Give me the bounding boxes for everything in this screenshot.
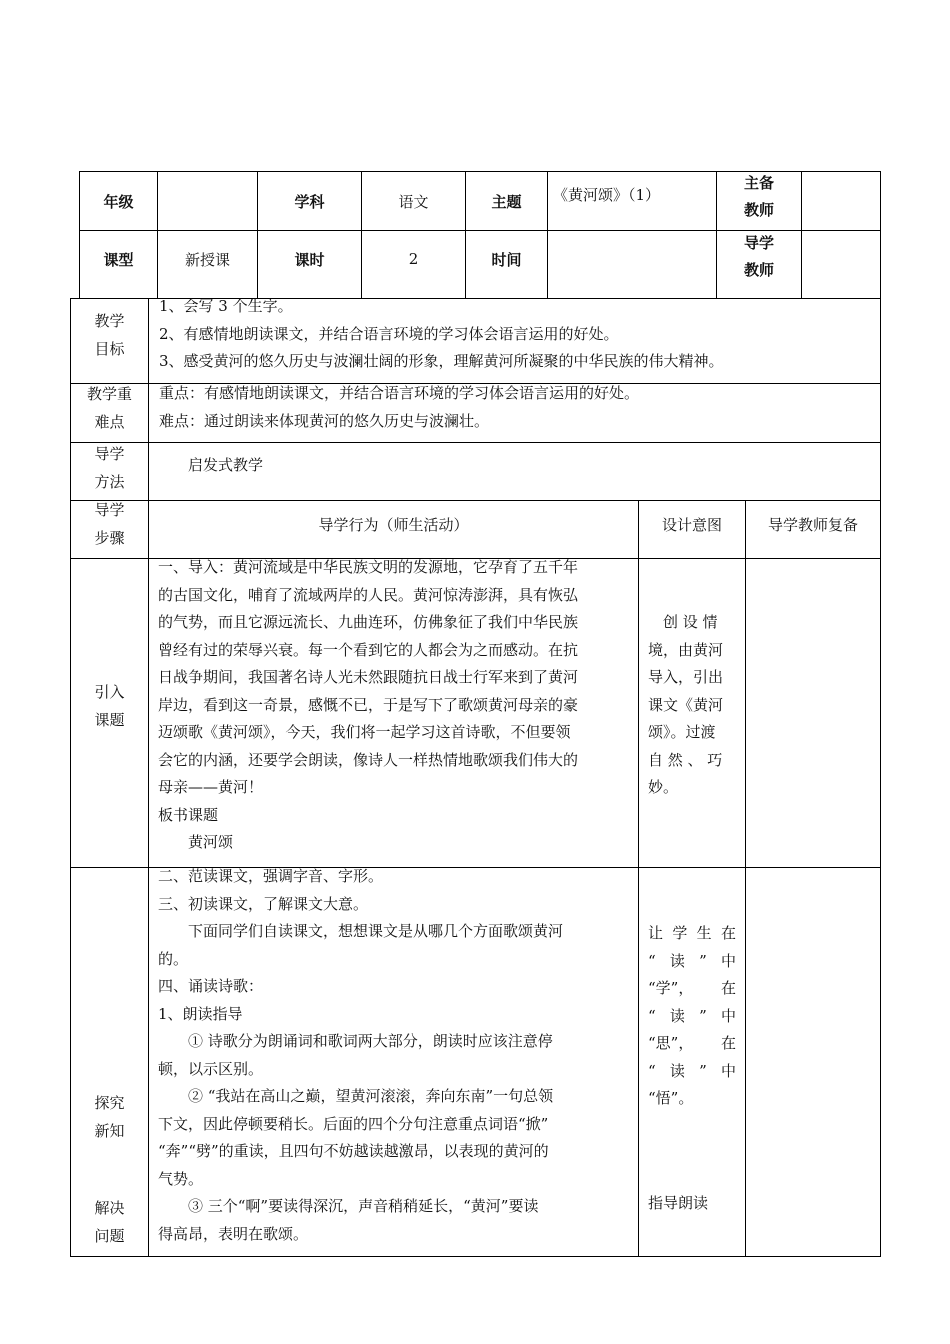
intent-line: 颂》。过渡 xyxy=(648,723,716,741)
lead-teacher-value xyxy=(802,172,880,230)
key-points-label: 教学重 难点 xyxy=(86,385,132,431)
time-value xyxy=(548,231,716,287)
intro-intent xyxy=(648,609,723,802)
intent-line: “悟”。 xyxy=(648,1089,694,1107)
goals-label: 教学 目标 xyxy=(94,312,125,358)
goal-item: 1、会写 3 个生字。 xyxy=(159,297,293,315)
intro-label: 引入 课题 xyxy=(94,683,125,729)
subject-value: 语文 xyxy=(398,192,429,211)
solve-label: 解决 问题 xyxy=(94,1199,125,1245)
explore-line: 下面同学们自读课文，想想课文是从哪几个方面歌颂黄河 xyxy=(158,922,564,940)
intro-line: 日战争期间，我国著名诗人光未然跟随抗日战士行军来到了黄河 xyxy=(158,668,579,686)
topic-label: 主题 xyxy=(491,192,522,211)
intent-line: 导入，引出 xyxy=(648,668,724,686)
grade-label: 年级 xyxy=(103,192,134,211)
difficulty-text: 难点：通过朗读来体现黄河的悠久历史与波澜壮。 xyxy=(159,411,490,430)
intro-text xyxy=(158,554,578,857)
intro-line: 迈颂歌《黄河颂》，今天，我们将一起学习这首诗歌，不但要领 xyxy=(158,723,571,741)
lesson-type-value: 新授课 xyxy=(184,250,230,269)
explore-line: 三、初读课文，了解课文大意。 xyxy=(158,894,369,913)
periods-value: 2 xyxy=(408,250,419,268)
intro-line: 曾经有过的荣辱兴衰。每一个看到它的人都会为之而感动。在抗 xyxy=(158,640,579,659)
explore-label: 探究 新知 xyxy=(94,1094,125,1140)
explore-text xyxy=(158,863,563,1248)
intent-line: “ 读 ” 中 xyxy=(648,1061,736,1080)
intent-line: 课文《黄河 xyxy=(648,695,724,714)
explore-line: 下文，因此停顿要稍长。后面的四个分句注意重点词语“掀” xyxy=(158,1114,549,1133)
intent-line: “ 读 ” 中 xyxy=(648,951,736,970)
explore-intent xyxy=(648,920,736,1113)
explore-line: 得高昂，表明在歌颂。 xyxy=(158,1224,309,1243)
explore-line: 四、诵读诗歌： xyxy=(158,977,264,995)
intent-line: “ 读 ” 中 xyxy=(648,1006,736,1025)
intent-header: 设计意图 xyxy=(661,515,722,534)
grade-value xyxy=(158,172,257,230)
intro-line: 母亲——黄河！ xyxy=(158,778,264,796)
explore-line: 1、朗读指导 xyxy=(158,1004,243,1023)
intent-line: “思”， 在 xyxy=(648,1034,736,1052)
intent-line: 自 然 、 巧 xyxy=(648,750,723,769)
key-points-text xyxy=(159,380,639,435)
activity-header: 导学行为（师生活动） xyxy=(318,515,469,534)
review-header: 导学教师复备 xyxy=(767,515,858,534)
explore-intent-guide: 指导朗读 xyxy=(648,1194,709,1212)
explore-line: ③ 三个“啊”要读得深沉，声音稍稍延长，“黄河”要读 xyxy=(158,1197,539,1215)
focus-text: 重点：有感情地朗读课文，并结合语言环境的学习体会语言运用的好处。 xyxy=(159,384,640,402)
intro-line: 的气势，而且它源远流长、九曲连环，仿佛象征了我们中华民族 xyxy=(158,613,579,631)
lead-teacher-label: 主备 教师 xyxy=(743,174,774,219)
intro-line: 会它的内涵，还要学会朗读，像诗人一样热情地歌颂我们伟大的 xyxy=(158,750,579,769)
method-label: 导学 方法 xyxy=(94,445,125,491)
explore-line: “奔”“劈”的重读，且四句不妨越读越激昂，以表现的黄河的 xyxy=(158,1142,549,1160)
subject-label: 学科 xyxy=(294,192,325,211)
explore-line: 的。 xyxy=(158,949,189,968)
intro-line: 黄河颂 xyxy=(158,833,234,851)
explore-line: ② “我站在高山之巅，望黄河滚滚，奔向东南”一句总领 xyxy=(158,1087,554,1105)
explore-line: 二、范读课文，强调字音、字形。 xyxy=(158,867,384,885)
explore-line: 气势。 xyxy=(158,1169,204,1188)
explore-line: 顿，以示区别。 xyxy=(158,1059,264,1078)
intent-line: 让 学 生 在 xyxy=(648,924,736,942)
intro-line: 板书课题 xyxy=(158,805,219,824)
intro-line: 的古国文化，哺育了流域两岸的人民。黄河惊涛澎湃，具有恢弘 xyxy=(158,585,579,604)
goal-item: 3、感受黄河的悠久历史与波澜壮阔的形象，理解黄河所凝聚的中华民族的伟大精神。 xyxy=(159,352,724,370)
topic-value: 《黄河颂》（1） xyxy=(553,186,661,204)
time-label: 时间 xyxy=(491,250,522,269)
goals-list xyxy=(159,293,724,376)
intent-line: 创 设 情 xyxy=(648,613,718,631)
goal-item: 2、有感情地朗读课文，并结合语言环境的学习体会语言运用的好处。 xyxy=(159,324,619,343)
intent-line: 境，由黄河 xyxy=(648,640,724,659)
periods-label: 课时 xyxy=(294,250,325,269)
intro-line: 一、导入：黄河流域是中华民族文明的发源地，它孕育了五千年 xyxy=(158,558,579,576)
guide-teacher-value xyxy=(802,231,880,287)
explore-line: ① 诗歌分为朗诵词和歌词两大部分，朗读时应该注意停 xyxy=(158,1032,553,1050)
intent-line: 妙。 xyxy=(648,778,679,796)
intro-line: 岸边，看到这一奇景，感慨不已，于是写下了歌颂黄河母亲的豪 xyxy=(158,695,579,714)
intent-line: “学”， 在 xyxy=(648,979,736,997)
guide-teacher-label: 导学 教师 xyxy=(743,234,774,279)
lesson-type-label: 课型 xyxy=(103,250,134,269)
method-value: 启发式教学 xyxy=(188,456,264,474)
steps-label: 导学 步骤 xyxy=(94,501,125,547)
